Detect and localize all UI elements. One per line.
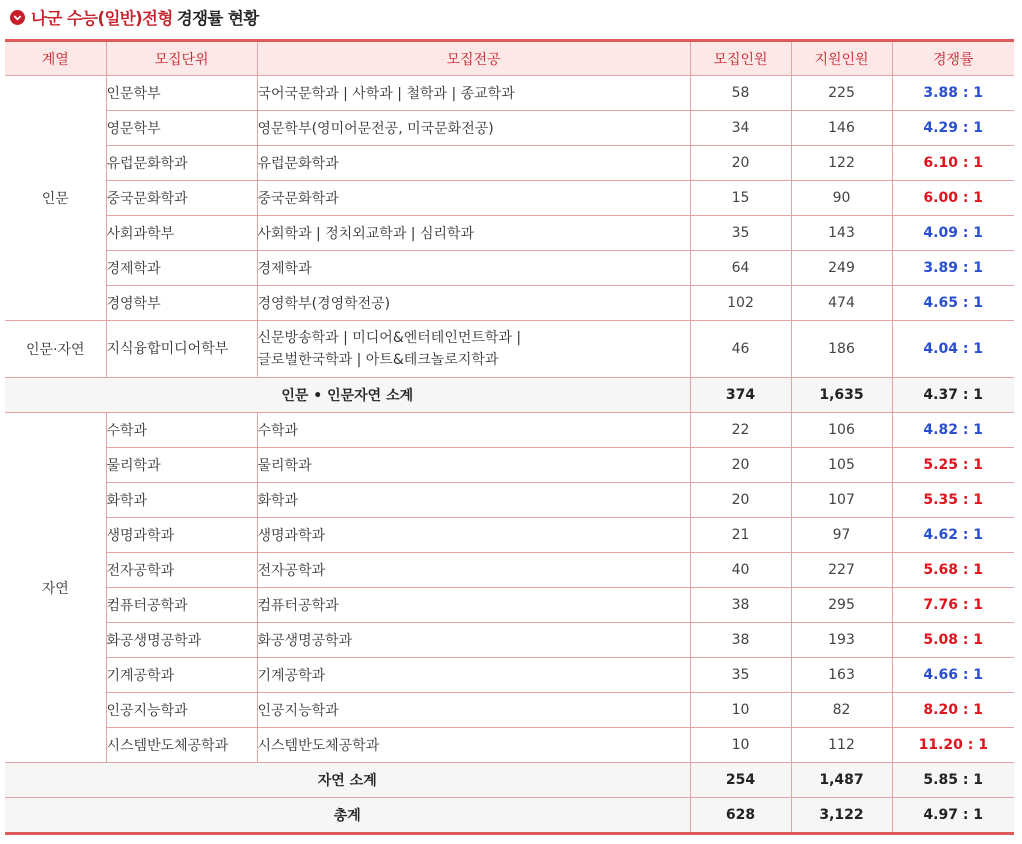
section-title bbox=[10, 4, 259, 30]
applicants-cell: 193 bbox=[791, 623, 892, 658]
rate-cell: 6.10 : 1 bbox=[892, 146, 1014, 181]
applicants-cell: 106 bbox=[791, 413, 892, 448]
column-header: 경쟁률 bbox=[892, 41, 1014, 76]
subtotal-row-label: 인문 • 인문자연 소계 bbox=[5, 378, 690, 413]
competition-rate-table bbox=[5, 39, 1014, 835]
quota-cell: 35 bbox=[690, 216, 791, 251]
major-cell: 인공지능학과 bbox=[257, 693, 690, 728]
rate-cell: 4.62 : 1 bbox=[892, 518, 1014, 553]
rate-cell: 3.88 : 1 bbox=[892, 76, 1014, 111]
major-cell: 국어국문학과 | 사학과 | 철학과 | 종교학과 bbox=[257, 76, 690, 111]
applicants-cell: 90 bbox=[791, 181, 892, 216]
recruit-unit-cell: 인공지능학과 bbox=[106, 693, 257, 728]
check-circle-icon bbox=[10, 10, 25, 25]
quota-cell: 102 bbox=[690, 286, 791, 321]
quota-cell: 20 bbox=[690, 483, 791, 518]
quota-cell: 15 bbox=[690, 181, 791, 216]
table-row bbox=[5, 76, 1014, 111]
category-cell: 인문·자연 bbox=[5, 321, 106, 378]
rate-cell: 5.08 : 1 bbox=[892, 623, 1014, 658]
table-row bbox=[5, 111, 1014, 146]
rate-cell: 7.76 : 1 bbox=[892, 588, 1014, 623]
major-cell: 중국문화학과 bbox=[257, 181, 690, 216]
recruit-unit-cell: 영문학부 bbox=[106, 111, 257, 146]
applicants-cell: 146 bbox=[791, 111, 892, 146]
table-row bbox=[5, 693, 1014, 728]
table-row bbox=[5, 623, 1014, 658]
applicants-cell: 97 bbox=[791, 518, 892, 553]
column-header: 모집단위 bbox=[106, 41, 257, 76]
table-row bbox=[5, 413, 1014, 448]
table-row bbox=[5, 251, 1014, 286]
applicants-cell: 474 bbox=[791, 286, 892, 321]
quota-cell: 21 bbox=[690, 518, 791, 553]
recruit-unit-cell: 시스템반도체공학과 bbox=[106, 728, 257, 763]
table-header-row bbox=[5, 41, 1014, 76]
quota-cell: 38 bbox=[690, 623, 791, 658]
quota-cell: 22 bbox=[690, 413, 791, 448]
quota-cell: 46 bbox=[690, 321, 791, 378]
title-highlight: 나군 수능(일반)전형 bbox=[31, 9, 173, 28]
quota-cell: 20 bbox=[690, 448, 791, 483]
rate-cell: 4.04 : 1 bbox=[892, 321, 1014, 378]
table-row bbox=[5, 658, 1014, 693]
recruit-unit-cell: 화공생명공학과 bbox=[106, 623, 257, 658]
rate-cell: 4.82 : 1 bbox=[892, 413, 1014, 448]
title-rest: 경쟁률 현황 bbox=[176, 9, 259, 28]
applicants-cell: 249 bbox=[791, 251, 892, 286]
rate-cell: 4.09 : 1 bbox=[892, 216, 1014, 251]
recruit-unit-cell: 수학과 bbox=[106, 413, 257, 448]
major-cell: 유럽문화학과 bbox=[257, 146, 690, 181]
major-line: 신문방송학과 | 미디어&엔터테인먼트학과 | bbox=[257, 330, 522, 346]
table-row bbox=[5, 483, 1014, 518]
major-cell: 기계공학과 bbox=[257, 658, 690, 693]
applicants-cell: 227 bbox=[791, 553, 892, 588]
recruit-unit-cell: 인문학부 bbox=[106, 76, 257, 111]
rate-cell: 5.25 : 1 bbox=[892, 448, 1014, 483]
major-cell: 영문학부(영미어문전공, 미국문화전공) bbox=[257, 111, 690, 146]
table-row bbox=[5, 588, 1014, 623]
major-cell: 물리학과 bbox=[257, 448, 690, 483]
major-cell: 수학과 bbox=[257, 413, 690, 448]
subtotal-row-label: 자연 소계 bbox=[5, 763, 690, 798]
subtotal-row-applicants: 1,487 bbox=[791, 763, 892, 798]
column-header: 모집전공 bbox=[257, 41, 690, 76]
rate-cell: 5.68 : 1 bbox=[892, 553, 1014, 588]
quota-cell: 10 bbox=[690, 693, 791, 728]
rate-cell: 5.35 : 1 bbox=[892, 483, 1014, 518]
quota-cell: 34 bbox=[690, 111, 791, 146]
subtotal-row-applicants: 1,635 bbox=[791, 378, 892, 413]
subtotal-row-rate: 5.85 : 1 bbox=[892, 763, 1014, 798]
rate-cell: 3.89 : 1 bbox=[892, 251, 1014, 286]
rate-cell: 4.65 : 1 bbox=[892, 286, 1014, 321]
recruit-unit-cell: 사회과학부 bbox=[106, 216, 257, 251]
table-row bbox=[5, 448, 1014, 483]
recruit-unit-cell: 생명과학과 bbox=[106, 518, 257, 553]
recruit-unit-cell: 화학과 bbox=[106, 483, 257, 518]
recruit-unit-cell: 경제학과 bbox=[106, 251, 257, 286]
rate-cell: 6.00 : 1 bbox=[892, 181, 1014, 216]
quota-cell: 38 bbox=[690, 588, 791, 623]
recruit-unit-cell: 컴퓨터공학과 bbox=[106, 588, 257, 623]
category-cell: 인문 bbox=[5, 76, 106, 321]
applicants-cell: 112 bbox=[791, 728, 892, 763]
recruit-unit-cell: 중국문화학과 bbox=[106, 181, 257, 216]
quota-cell: 40 bbox=[690, 553, 791, 588]
table-row bbox=[5, 216, 1014, 251]
table-row bbox=[5, 728, 1014, 763]
subtotal-row-quota: 254 bbox=[690, 763, 791, 798]
major-cell: 화학과 bbox=[257, 483, 690, 518]
subtotal-row bbox=[5, 378, 1014, 413]
recruit-unit-cell: 기계공학과 bbox=[106, 658, 257, 693]
recruit-unit-cell: 지식융합미디어학부 bbox=[106, 321, 257, 378]
subtotal-row-rate: 4.37 : 1 bbox=[892, 378, 1014, 413]
total-row-applicants: 3,122 bbox=[791, 798, 892, 834]
major-line: 글로벌한국학과 | 아트&테크놀로지학과 bbox=[257, 352, 499, 368]
major-cell: 컴퓨터공학과 bbox=[257, 588, 690, 623]
rate-cell: 4.29 : 1 bbox=[892, 111, 1014, 146]
table-row bbox=[5, 321, 1014, 378]
rate-cell: 8.20 : 1 bbox=[892, 693, 1014, 728]
quota-cell: 58 bbox=[690, 76, 791, 111]
table-row bbox=[5, 181, 1014, 216]
major-cell: 시스템반도체공학과 bbox=[257, 728, 690, 763]
column-header: 지원인원 bbox=[791, 41, 892, 76]
applicants-cell: 105 bbox=[791, 448, 892, 483]
applicants-cell: 225 bbox=[791, 76, 892, 111]
column-header: 계열 bbox=[5, 41, 106, 76]
major-cell: 경영학부(경영학전공) bbox=[257, 286, 690, 321]
quota-cell: 35 bbox=[690, 658, 791, 693]
table-row bbox=[5, 286, 1014, 321]
applicants-cell: 82 bbox=[791, 693, 892, 728]
subtotal-row-quota: 374 bbox=[690, 378, 791, 413]
major-cell: 경제학과 bbox=[257, 251, 690, 286]
recruit-unit-cell: 전자공학과 bbox=[106, 553, 257, 588]
applicants-cell: 186 bbox=[791, 321, 892, 378]
total-row bbox=[5, 798, 1014, 834]
quota-cell: 10 bbox=[690, 728, 791, 763]
applicants-cell: 122 bbox=[791, 146, 892, 181]
category-cell: 자연 bbox=[5, 413, 106, 763]
applicants-cell: 295 bbox=[791, 588, 892, 623]
table-row bbox=[5, 146, 1014, 181]
quota-cell: 20 bbox=[690, 146, 791, 181]
table-row bbox=[5, 553, 1014, 588]
total-row-label: 총계 bbox=[5, 798, 690, 834]
applicants-cell: 107 bbox=[791, 483, 892, 518]
subtotal-row bbox=[5, 763, 1014, 798]
major-cell: 화공생명공학과 bbox=[257, 623, 690, 658]
quota-cell: 64 bbox=[690, 251, 791, 286]
recruit-unit-cell: 경영학부 bbox=[106, 286, 257, 321]
recruit-unit-cell: 유럽문화학과 bbox=[106, 146, 257, 181]
total-row-rate: 4.97 : 1 bbox=[892, 798, 1014, 834]
rate-cell: 11.20 : 1 bbox=[892, 728, 1014, 763]
applicants-cell: 143 bbox=[791, 216, 892, 251]
major-cell: 생명과학과 bbox=[257, 518, 690, 553]
column-header: 모집인원 bbox=[690, 41, 791, 76]
table-row bbox=[5, 518, 1014, 553]
recruit-unit-cell: 물리학과 bbox=[106, 448, 257, 483]
major-cell bbox=[257, 321, 690, 378]
major-cell: 사회학과 | 정치외교학과 | 심리학과 bbox=[257, 216, 690, 251]
applicants-cell: 163 bbox=[791, 658, 892, 693]
total-row-quota: 628 bbox=[690, 798, 791, 834]
major-cell: 전자공학과 bbox=[257, 553, 690, 588]
rate-cell: 4.66 : 1 bbox=[892, 658, 1014, 693]
